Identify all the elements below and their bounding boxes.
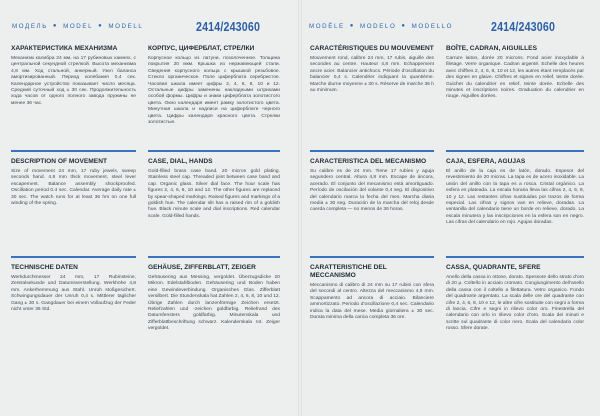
model-number-right: 2414/243060 (491, 18, 556, 34)
section-es-movement (310, 158, 434, 214)
model-label: MODÈLE (309, 22, 345, 30)
section-body: Механизм калибра 24 мм, на 17 рубиновых камнях, с центральной секундной стрелкой. Высота механизма 4,8 мм. Ход стальной, анкерный. Узел баланса амортизированный. Период колебания 0,4 сек. Календарное устройство показывает число месяца. Средний суточный ход ± 30 сек. Продолжительность хода часов от одного полного завода пружины не менее 36 час. (11, 56, 136, 106)
section-fr-case (446, 45, 584, 101)
page-fold (298, 0, 302, 416)
divider (11, 256, 136, 258)
section-body: Gehäusering aus Messing, vergoldet. Überzugsdicke 20 Mikron. Edelstahlboden. Gehäusering und Boden haben eine Gewindeverbindung. Organisches Glas. Zifferblatt versilbert. Die Stundenskala hat Zahlen 2, 4, 6, 8, 10 und 12. Übrige Zahlen durch lanzenförmige Zeichen ersetzt. Reliefzahlen und -zeichen goldfarbig. Reliefrand des Datumfensters goldfarbig. Minutenskala und Zifferblattbeschriftung schwarz. Kalenderskala rot. Zeiger vergoldet. (148, 275, 280, 332)
section-title: CARACTÉRISTIQUES DU MOUVEMENT (310, 45, 434, 52)
model-strip-left (12, 23, 143, 30)
divider (11, 150, 136, 152)
right-page (300, 0, 600, 416)
model-label: MODEL (63, 22, 94, 30)
model-banner-right (300, 18, 600, 34)
section-de-case (148, 264, 280, 333)
section-title: BOÎTE, CADRAN, AIGUILLES (446, 45, 537, 52)
section-ru-case (148, 45, 280, 126)
section-body: Su calibre es de 24 mm. Tiene 17 rubíes y aguja segundero central. Altura 4,8 mm. Escape de áncora, acerado. El conjunto del mecanismo está amortiguado. Período de oscilación del volante 0,4 seg. El dispositivo del calendario marca la fecha del mes. Marcha diaria media ± 30 seg. Duración de la marcha del reloj desde cuerda completa — no menos de 36 horas. (310, 169, 434, 213)
section-body: El anillo de la caja es de latón, dorado. Espesor del revestimiento de 20 micras. La tapa es de acero inoxidable. La unión del anillo con la tapa es a rosca. Cristal orgánico. La esfera es plateada. La escala horaria lleva las cifras 2, 4, 6, 8, 10 y 12. Las restantes cifras sustituidas por trazos de forma especial. Las cifras y signos van en relieve, doradas. La ventanilla del calendario tiene un borde en relieve, dorado. La escala minutera y las inscripciones en la esfera son en negro. Las cifras del calendario en rojo. Agujas doradas. (446, 169, 584, 226)
divider (446, 150, 584, 152)
model-label: MODELL (108, 22, 144, 30)
model-number-left: 2414/243060 (196, 18, 261, 34)
section-title: CAJA, ESFERA, AGUJAS (446, 158, 526, 165)
model-strip-right (309, 23, 453, 30)
section-title: ХАРАКТЕРИСТИКА МЕХАНИЗМА (11, 45, 118, 52)
section-body: Carrure laiton, dorée 20 microns. Fond acier inoxydable à filetage. Verre organique. Cadran argenté. Echelle des heures avec chiffres 2, 4, 6, 8, 10 et 12, les autres étant remplacés par des signes en glaive. Chiffres et signes en relief, teinte dorée. Guichet du calendrier en relief, teinte dorée. Echelle des minutes et inscriptions noires. Graduation du calendrier en rouge. Aiguilles dorées. (446, 56, 584, 100)
divider (310, 256, 434, 258)
section-body: Anello della cassa in ottone, dorato. Spessore dello strato d’oro di 20 μ. Coltello in acciaio cromato. Congiungimento dell’anello della cassa con il coltello a filettatura. Vetro organico. Fondo del quadrante argentato. La scala delle ore del quadrante con cifre 2, 4, 6, 8, 10 e 12, le altre cifre sostituite con segni a forma di lancia. Cifre e segni in rilievo color oro. Finestrella del calendario con orlo in rilievo color d’oro. Scala dei minuti e scritte sul quadrante di color nero. Scala del calendario color rosso. Sfere dorate. (446, 275, 584, 332)
section-title: CASSA, QUADRANTE, SFERE (446, 264, 541, 271)
divider (148, 256, 280, 258)
section-fr-movement (310, 45, 434, 94)
section-it-movement (310, 264, 434, 321)
bullet-icon: ● (52, 23, 59, 29)
model-banner-left (0, 18, 300, 34)
bullet-icon: ● (401, 23, 407, 29)
section-title: TECHNISCHE DATEN (11, 264, 78, 271)
section-body: Mouvement rond, calibre 24 mm, 17 rubis, aiguille des secondes au centre. Hauteur 4,8 mm. Echappement ancre acier. Balancier antichocs. Période d’oscillation du balancier 0,4 s. Calendrier indiquant la quantième. Marche diurne moyenne ± 30 s. Réserve de marche 36 h au minimum. (310, 56, 434, 94)
model-label: MODELO (359, 22, 397, 30)
section-en-case (148, 158, 280, 220)
section-body: Size of movement 24 mm, 17 ruby jewels, sweep seconds hand. 4.8 mm thick movement, steel lever escapement. Balance assembly shockproofed. Oscillation period 0.4 sec. Calendar. Average daily rate ± 30 sec. The watch runs for at least 36 hrs on one full winding of the spring. (11, 169, 136, 207)
section-ru-movement (11, 45, 136, 107)
section-body: Корпусное кольцо из латуни, позолоченное. Толщина покрытия 20 мкм. Крышка из нержавеющей стали. Сведения корпусного кольца с крышкой резьбовое. Стекло органическое. Поле циферблата серебристое. Часовая шкала имеет цифры 2, 4, 6, 8, 10 и 12. Остальные цифры заменены накладными штрихами особой формы. Цифры и знаки циферблата золотистого цвета. Окно календаря имеет рамку золотистого цвета. Минутная шкала и надписи на циферблате черного цвета. Цифры календаря красного цвета. Стрелки золотистые. (148, 56, 280, 126)
section-title: GEHÄUSE, ZIFFERBLATT, ZEIGER (148, 264, 256, 271)
divider (148, 150, 280, 152)
section-body: Werkdurchmesser 24 mm, 17 Rubinsteine, Zentralsekunde und Datumsverstellung. Werkhöhe 4,8 mm. Ankerhemmung aus Stahl. Unruh stoßgesichert. Schwingungsdauer der Unruh 0,4 s. Mittlerer täglicher Gang ± 30 s. Gangdauer bei einem Vollaufzug der Feder nicht unter 36 Std. (11, 275, 136, 313)
model-label: МОДЕЛЬ (12, 22, 48, 30)
bullet-icon: ● (349, 23, 355, 29)
section-title: КОРПУС, ЦИФЕРБЛАТ, СТРЕЛКИ (148, 45, 255, 52)
section-title: CARACTERISTICA DEL MECANISMO (310, 158, 427, 165)
section-title: DESCRIPTION OF MOVEMENT (11, 158, 107, 165)
section-title: CARATTERISTICHE DEL MECCANISMO (310, 264, 387, 279)
section-title: CASE, DIAL, HANDS (148, 158, 213, 165)
bullet-icon: ● (98, 23, 104, 29)
section-body: Meccanismo di calibro di 24 mm su 17 rubini con sfera del secondi al centro. Altezza del meccanismo 4,8 mm. Scappamento ad ancora di acciaio. Bilanciere ammortizzato. Periodo d’oscillazione 0,4 sec. Calendario indica la data del mese. Media giornaliera ± 30 sec. Durata minima della carica completa 36 ore. (310, 283, 434, 321)
divider (446, 256, 584, 258)
model-label: MODELLO (411, 22, 454, 30)
divider (310, 150, 434, 152)
section-body: Gold-filled brass case band. 20 micron gold plating. Stainless steel cap. Threaded joint between case band and cap. Organic glass. Silver dial face. The hour scale has figures 2, 4, 6, 8, 10 and 12. The other figures are replaced by spear-shaped markings. Raised figures and markings of a goldish hue. The calendar slit has a raised rim of a goldish hue. Black minute scale and dial inscriptions. Red calendar scale. Gold-filled hands. (148, 169, 280, 219)
section-it-case (446, 264, 584, 333)
section-en-movement (11, 158, 136, 207)
section-es-case (446, 158, 584, 227)
section-de-movement (11, 264, 136, 313)
